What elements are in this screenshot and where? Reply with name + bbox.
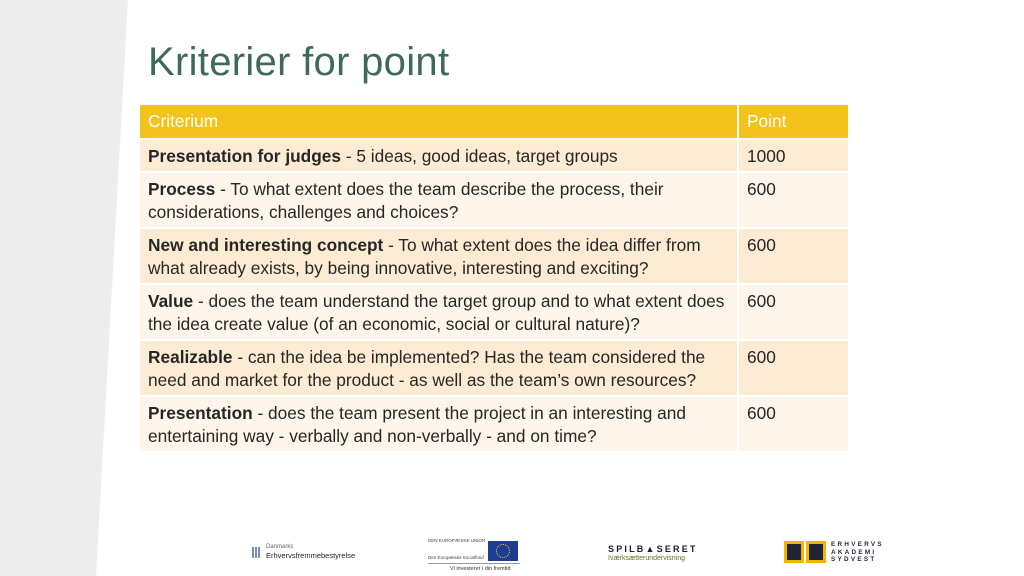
- criterium-cell: [140, 340, 738, 396]
- logo2-line2: Den Europæiske Socialfond: [428, 555, 484, 560]
- criterium-cell: [140, 396, 738, 451]
- criterium-label: Presentation: [148, 403, 253, 423]
- header-point: Point: [738, 105, 848, 139]
- ea-mark-icon: [784, 541, 826, 563]
- eu-flag-icon: [488, 541, 518, 561]
- logo2-line1: DEN EUROPÆISKE UNION: [428, 538, 486, 543]
- criterium-text: - To what extent does the idea differ from what already exists, by being innovative, interesting and exciting?: [148, 235, 701, 278]
- table-row: [140, 284, 848, 340]
- table-header-row: [140, 105, 848, 139]
- criterium-cell: [140, 172, 738, 228]
- logo4-line1: ERHVERVS: [831, 541, 884, 548]
- point-cell: 600: [738, 284, 848, 340]
- logo1-line2: Erhvervsfremmebestyrelse: [266, 551, 356, 560]
- logo4-line3: SYDVEST: [831, 556, 877, 563]
- criterium-cell: [140, 284, 738, 340]
- table-row: [140, 396, 848, 451]
- flag-stripes-icon: [252, 547, 261, 558]
- erhvervsfremmebestyrelse-logo: [252, 544, 355, 560]
- erhvervsakademi-sydvest-logo: [784, 541, 884, 564]
- table-row: [140, 139, 848, 173]
- criterium-text: - does the team present the project in an interesting and entertaining way - verbally and non-verbally - and on time?: [148, 403, 686, 446]
- criterium-label: New and interesting concept: [148, 235, 384, 255]
- table-row: [140, 228, 848, 284]
- table-row: [140, 172, 848, 228]
- logo4-line2: AKADEMI: [831, 548, 877, 556]
- spilbaseret-logo: [608, 544, 698, 564]
- point-cell: 600: [738, 340, 848, 396]
- criterium-cell: [140, 139, 738, 173]
- logo1-line1: Danmarks: [266, 544, 294, 550]
- point-cell: 600: [738, 396, 848, 451]
- header-criterium: Criterium: [140, 105, 738, 139]
- criterium-text: - 5 ideas, good ideas, target groups: [341, 145, 618, 166]
- criterium-label: Presentation for judges: [148, 145, 342, 166]
- criterium-text: - To what extent does the team describe the process, their considerations, challenges and choices?: [148, 179, 664, 222]
- criterium-label: Value: [148, 291, 194, 311]
- footer-logos: [0, 528, 1024, 576]
- point-cell: 1000: [738, 139, 848, 173]
- table-row: [140, 340, 848, 396]
- logo2-line3: Vi investerer i din fremtid: [450, 566, 511, 572]
- point-cell: 600: [738, 172, 848, 228]
- logo-divider: [428, 563, 520, 564]
- criterium-text: - can the idea be implemented? Has the team considered the need and market for the product - as well as the team’s own resources?: [148, 347, 706, 390]
- criteria-table: [140, 105, 848, 451]
- point-cell: 600: [738, 228, 848, 284]
- criterium-label: Process: [148, 179, 216, 199]
- criterium-cell: [140, 228, 738, 284]
- eu-social-fund-logo: [428, 538, 520, 572]
- slide-title: Kriterier for point: [148, 40, 450, 84]
- criterium-label: Realizable: [148, 347, 233, 367]
- criterium-text: - does the team understand the target group and to what extent does the idea create value (of an economic, social or cultural nature)?: [148, 291, 725, 334]
- logo3-line2: Iværksætterundervisning: [608, 555, 686, 562]
- logo3-line1: SPILB▲SERET: [608, 544, 698, 554]
- left-decorative-band: [0, 0, 128, 576]
